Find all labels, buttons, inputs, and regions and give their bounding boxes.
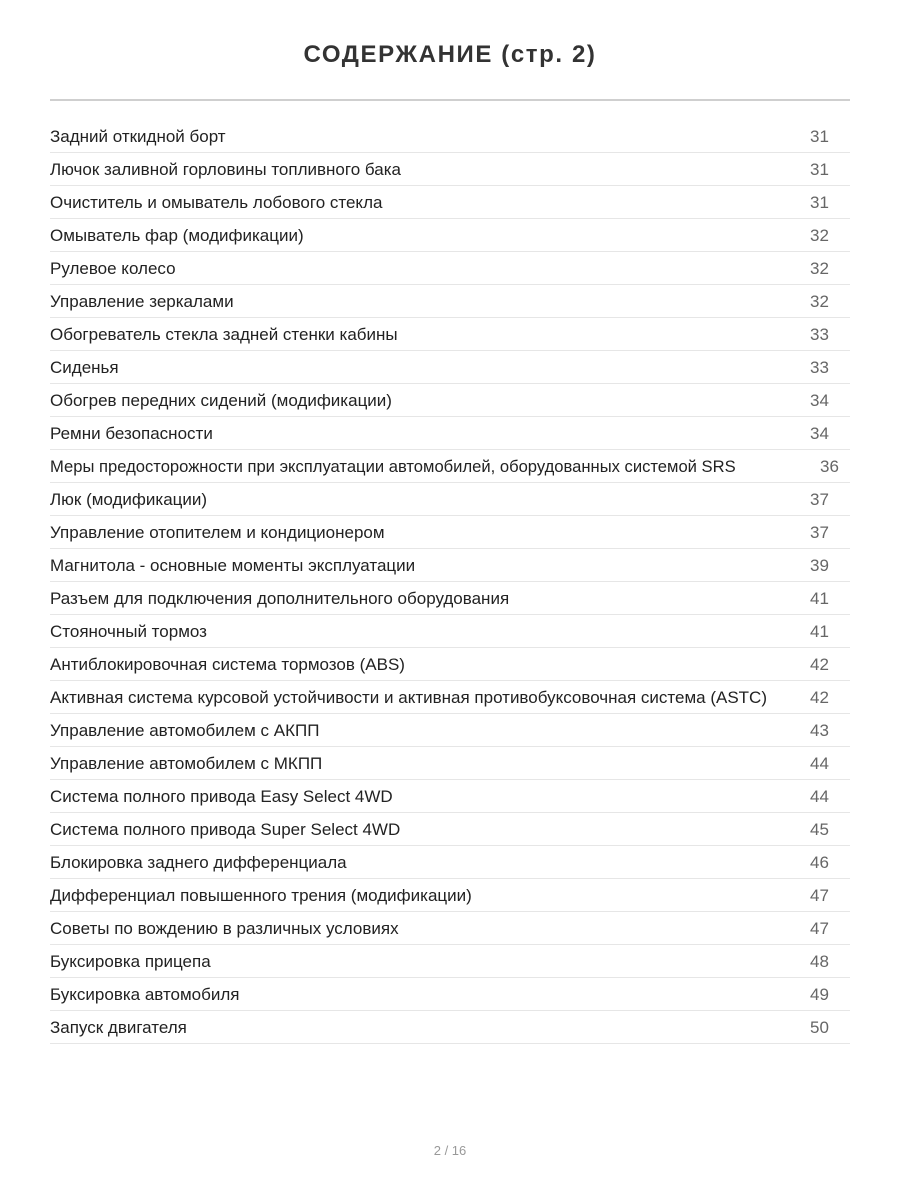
toc-entry-title: Обогрев передних сидений (модификации) <box>50 391 392 410</box>
toc-entry[interactable] <box>50 153 850 186</box>
toc-entry[interactable] <box>50 285 850 318</box>
toc-entry[interactable] <box>50 681 850 714</box>
toc-entry-title: Управление автомобилем с АКПП <box>50 721 320 740</box>
toc-entry[interactable] <box>50 516 850 549</box>
toc-entry-title: Буксировка прицепа <box>50 952 211 971</box>
toc-entry-page: 34 <box>810 391 829 410</box>
toc-entry-title: Люк (модификации) <box>50 490 208 509</box>
toc-entry-title: Система полного привода Super Select 4WD <box>50 820 401 839</box>
toc-entry[interactable] <box>50 219 850 252</box>
toc-entry-page: 46 <box>810 853 829 872</box>
toc-entry-title: Управление зеркалами <box>50 292 234 311</box>
toc-entry[interactable] <box>50 450 850 483</box>
toc-entry[interactable] <box>50 648 850 681</box>
toc-entry-title: Активная система курсовой устойчивости и активная противобуксовочная система (ASTC) <box>50 688 767 707</box>
toc-entry-page: 48 <box>810 952 829 971</box>
toc-entry-title: Антиблокировочная система тормозов (ABS) <box>50 655 405 674</box>
toc-entry[interactable] <box>50 945 850 978</box>
toc-entry-page: 41 <box>810 589 829 608</box>
toc-entry-page: 44 <box>810 787 829 806</box>
toc-entry-title: Ремни безопасности <box>50 424 213 443</box>
toc-entry[interactable] <box>50 912 850 945</box>
toc-entry[interactable] <box>50 978 850 1011</box>
page-number: 2 / 16 <box>433 1143 467 1158</box>
toc-entry-page: 42 <box>810 688 829 707</box>
toc-entry[interactable] <box>50 549 850 582</box>
toc-entry[interactable] <box>50 483 850 516</box>
toc-entry-title: Блокировка заднего дифференциала <box>50 853 347 872</box>
toc-entry-page: 45 <box>810 820 829 839</box>
toc-entry[interactable] <box>50 318 850 351</box>
toc-entry-title: Дифференциал повышенного трения (модификации) <box>50 886 472 905</box>
toc-entry[interactable] <box>50 351 850 384</box>
toc-entry[interactable] <box>50 384 850 417</box>
toc-entry-title: Советы по вождению в различных условиях <box>50 919 399 938</box>
toc-entry-page: 33 <box>810 358 829 377</box>
toc-entry-title: Сиденья <box>50 358 119 377</box>
toc-entry[interactable] <box>50 252 850 285</box>
toc-entry-title: Управление автомобилем с МКПП <box>50 754 323 773</box>
toc-entry[interactable] <box>50 879 850 912</box>
toc-entry-page: 33 <box>810 325 829 344</box>
toc-entry-page: 41 <box>810 622 829 641</box>
toc-entry-page: 47 <box>810 886 829 905</box>
toc-entry-title: Меры предосторожности при эксплуатации автомобилей, оборудованных системой SRS <box>50 457 736 476</box>
toc-entry-page: 37 <box>810 523 829 542</box>
toc-entry-page: 32 <box>810 259 829 278</box>
title-divider <box>50 99 850 101</box>
toc-entry[interactable] <box>50 813 850 846</box>
toc-entry-page: 50 <box>810 1018 829 1037</box>
toc-entry[interactable] <box>50 582 850 615</box>
toc-entry-page: 47 <box>810 919 829 938</box>
toc-entry-title: Разъем для подключения дополнительного оборудования <box>50 589 510 608</box>
toc-entry-title: Система полного привода Easy Select 4WD <box>50 787 393 806</box>
toc-entry-page: 32 <box>810 226 829 245</box>
toc-entry[interactable] <box>50 615 850 648</box>
toc-entry-page: 36 <box>820 457 839 476</box>
toc-entry-title: Стояночный тормоз <box>50 622 207 641</box>
toc-entry-title: Лючок заливной горловины топливного бака <box>50 160 401 179</box>
toc-entry-page: 31 <box>810 127 829 146</box>
toc-entry-page: 42 <box>810 655 829 674</box>
toc-entry-page: 31 <box>810 160 829 179</box>
toc-entry[interactable] <box>50 747 850 780</box>
toc-entry[interactable] <box>50 846 850 879</box>
table-of-contents <box>50 120 850 1044</box>
toc-entry-title: Магнитола - основные моменты эксплуатации <box>50 556 416 575</box>
toc-entry-page: 32 <box>810 292 829 311</box>
toc-entry[interactable] <box>50 417 850 450</box>
page-title: СОДЕРЖАНИЕ (стр. 2) <box>303 41 597 68</box>
toc-entry-title: Буксировка автомобиля <box>50 985 240 1004</box>
toc-entry-page: 37 <box>810 490 829 509</box>
toc-entry[interactable] <box>50 714 850 747</box>
toc-entry-title: Запуск двигателя <box>50 1018 187 1037</box>
toc-entry-page: 43 <box>810 721 829 740</box>
toc-entry-title: Рулевое колесо <box>50 259 176 278</box>
toc-entry-page: 31 <box>810 193 829 212</box>
toc-entry-page: 34 <box>810 424 829 443</box>
toc-entry[interactable] <box>50 1011 850 1044</box>
toc-entry-title: Очиститель и омыватель лобового стекла <box>50 193 383 212</box>
toc-entry-page: 49 <box>810 985 829 1004</box>
toc-entry[interactable] <box>50 120 850 153</box>
toc-entry-title: Обогреватель стекла задней стенки кабины <box>50 325 398 344</box>
toc-entry-page: 39 <box>810 556 829 575</box>
toc-entry-page: 44 <box>810 754 829 773</box>
toc-entry-title: Задний откидной борт <box>50 127 226 146</box>
toc-entry-title: Омыватель фар (модификации) <box>50 226 304 245</box>
toc-entry-title: Управление отопителем и кондиционером <box>50 523 385 542</box>
toc-entry[interactable] <box>50 780 850 813</box>
toc-entry[interactable] <box>50 186 850 219</box>
